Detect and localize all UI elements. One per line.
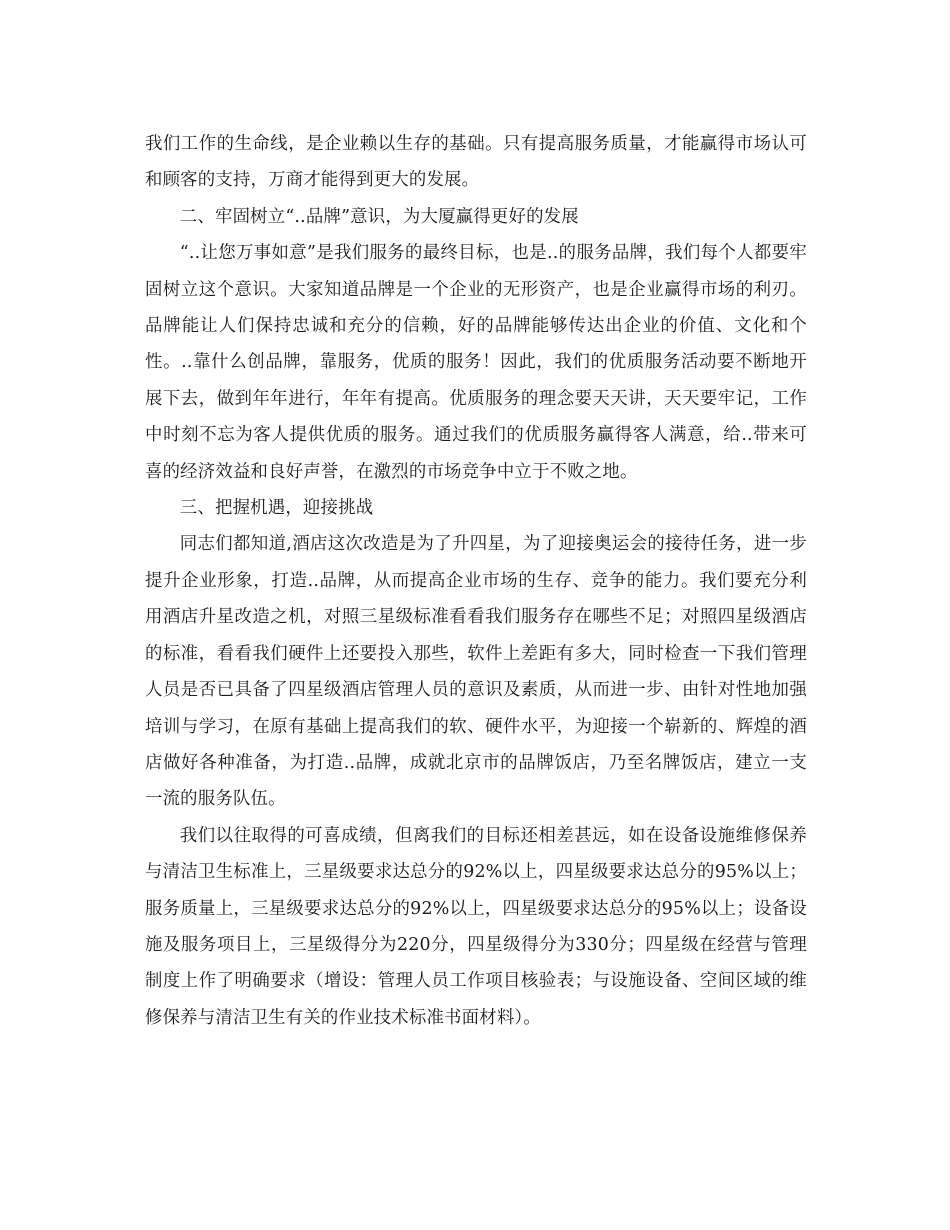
paragraph-1: 我们工作的生命线，是企业赖以生存的基础。只有提高服务质量，才能赢得市场认可和顾客的支持，万商才能得到更大的发展。 (145, 134, 807, 191)
section-heading-2: 二、牢固树立“..品牌”意识，为大厦赢得更好的发展 (179, 206, 579, 227)
paragraph-2: “..让您万事如意”是我们服务的最终目标，也是..的服务品牌，我们每个人都要牢固树立这个意识。大家知道品牌是一个企业的无形资产，也是企业赢得市场的利刃。品牌能让人们保持忠诚和充分的信赖，好的品牌能够传达出企业的价值、文化和个性。..靠什么创品牌，靠服务，优质的服务！因此，我们的优质服务活动要不断地开展下去，做到年年进行，年年有提高。优质服务的理念要天天讲，天天要牢记，工作中时刻不忘为客人提供优质的服务。通过我们的优质服务赢得客人满意，给..带来可喜的经济效益和良好声誉，在激烈的市场竞争中立于不败之地。 (145, 243, 807, 482)
document-body (145, 126, 807, 1036)
paragraph-3: 同志们都知道,酒店这次改造是为了升四星，为了迎接奥运会的接待任务，进一步提升企业形象，打造..品牌，从而提高企业市场的生存、竞争的能力。我们要充分利用酒店升星改造之机，对照三星级标准看看我们服务存在哪些不足；对照四星级酒店的标准，看看我们硬件上还要投入那些，软件上差距有多大，同时检查一下我们管理人员是否已具备了四星级酒店管理人员的意识及素质，从而进一步、由针对性地加强培训与学习，在原有基础上提高我们的软、硬件水平，为迎接一个崭新的、辉煌的酒店做好各种准备，为打造..品牌，成就北京市的品牌饭店，乃至名牌饭店，建立一支一流的服务队伍。 (145, 534, 807, 810)
section-heading-3: 三、把握机遇，迎接挑战 (179, 498, 374, 519)
paragraph-4: 我们以往取得的可喜成绩，但离我们的目标还相差甚远，如在设备设施维修保养与清洁卫生标准上，三星级要求达总分的92%以上，四星级要求达总分的95%以上；服务质量上，三星级要求达总分的92%以上，四星级要求达总分的95%以上；设备设施及服务项目上，三星级得分为220分，四星级得分为330分；四星级在经营与管理制度上作了明确要求（增设：管理人员工作项目核验表；与设施设备、空间区域的维修保养与清洁卫生有关的作业技术标准书面材料）。 (145, 825, 807, 1028)
